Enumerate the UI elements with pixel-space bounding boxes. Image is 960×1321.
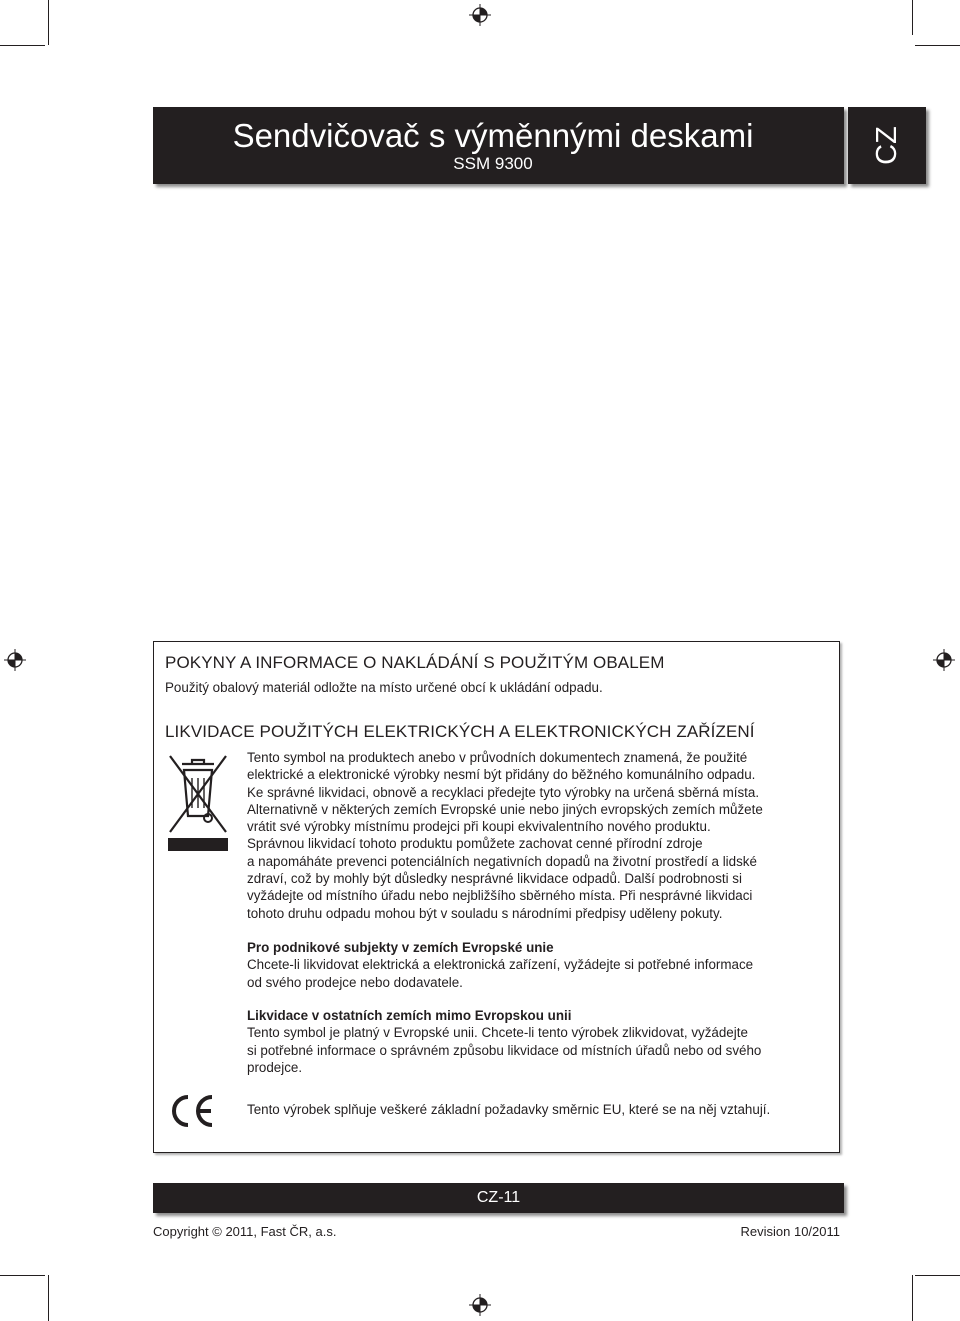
business-section (247, 939, 827, 991)
revision-text: Revision 10/2011 (740, 1224, 840, 1239)
header-bar (153, 107, 844, 184)
outside-eu-text-line: prodejce. (247, 1059, 303, 1075)
page-number: CZ-11 (476, 1189, 521, 1206)
outside-eu-text-line: Tento symbol je platný v Evropské unii. Chcete-li tento výrobek zlikvidovat, vyžádejte (247, 1025, 748, 1041)
ce-text: Tento výrobek splňuje veškeré základní požadavky směrnic EU, které se na něj vztahují. (247, 1102, 771, 1117)
copyright-text: Copyright © 2011, Fast ČR, a.s. (153, 1224, 337, 1239)
crop-mark (912, 1275, 913, 1321)
registration-mark-icon (4, 649, 26, 671)
language-tab (848, 107, 926, 184)
crop-mark (48, 1275, 49, 1321)
registration-mark-icon (469, 1294, 491, 1316)
outside-eu-section (247, 1007, 827, 1076)
weee-text-line: tohoto druhu odpadu mohou být v souladu s národními předpisy uděleny pokuty. (247, 905, 723, 921)
business-heading: Pro podnikové subjekty v zemích Evropské unie (247, 940, 554, 955)
footer-bar (153, 1183, 844, 1213)
crop-mark (915, 45, 960, 46)
model-number: SSM 9300 (453, 154, 533, 173)
business-text-line: Chcete-li likvidovat elektrická a elektronická zařízení, vyžádejte si potřebné informace (247, 957, 754, 973)
crop-mark (915, 1275, 960, 1276)
weee-text-line: Ke správné likvidaci, obnově a recyklaci předejte tyto výrobky na určená sběrná místa. (247, 784, 760, 800)
weee-text-line: Alternativně v některých zemích Evropské unie nebo jiných evropských zemích můžete (247, 801, 763, 817)
crossed-out-wheelie-bin-icon (166, 750, 230, 852)
weee-text-line: zdraví, což by mohly být důsledky nesprávné likvidace odpadů. Další podrobnosti si (247, 871, 742, 887)
weee-heading: LIKVIDACE POUŽITÝCH ELEKTRICKÝCH A ELEKTRONICKÝCH ZAŘÍZENÍ (165, 722, 755, 741)
weee-text-line: a napomáháte prevenci potenciálních negativních dopadů na životní prostředí a lidské (247, 853, 757, 869)
registration-mark-icon (469, 4, 491, 26)
registration-mark-icon (933, 649, 955, 671)
crop-mark (912, 0, 913, 35)
ce-mark-icon (166, 1093, 216, 1129)
packaging-text: Použitý obalový materiál odložte na místo určené obcí k ukládání odpadu. (165, 680, 603, 695)
outside-eu-heading: Likvidace v ostatních zemích mimo Evropskou unii (247, 1008, 572, 1023)
weee-text-line: vrátit své výrobky místnímu prodejci při koupi ekvivalentního nového produktu. (247, 819, 711, 835)
weee-text-line: Správnou likvidací tohoto produktu pomůžete zachovat cenné přírodní zdroje (247, 836, 703, 852)
weee-text-line: elektrické a elektronické výrobky nesmí být přidány do běžného komunálního odpadu. (247, 767, 756, 783)
page-title: Sendvičovač s výměnnými deskami (232, 117, 754, 154)
language-tab-label: CZ (870, 126, 903, 165)
weee-text-line: Tento symbol na produktech anebo v průvodních dokumentech znamená, že použité (247, 750, 748, 765)
crop-mark (0, 45, 45, 46)
crop-mark (48, 0, 49, 45)
crop-mark (0, 1275, 45, 1276)
packaging-heading: POKYNY A INFORMACE O NAKLÁDÁNÍ S POUŽITÝM OBALEM (165, 653, 665, 672)
outside-eu-text-line: si potřebné informace o správném způsobu likvidace od místních úřadů nebo od svého (247, 1042, 762, 1058)
business-text-line: od svého prodejce nebo dodavatele. (247, 974, 463, 990)
weee-text-line: vyžádejte od místního úřadu nebo nejbližšího sběrného místa. Při nesprávné likvidaci (247, 888, 753, 904)
weee-text (247, 749, 827, 922)
